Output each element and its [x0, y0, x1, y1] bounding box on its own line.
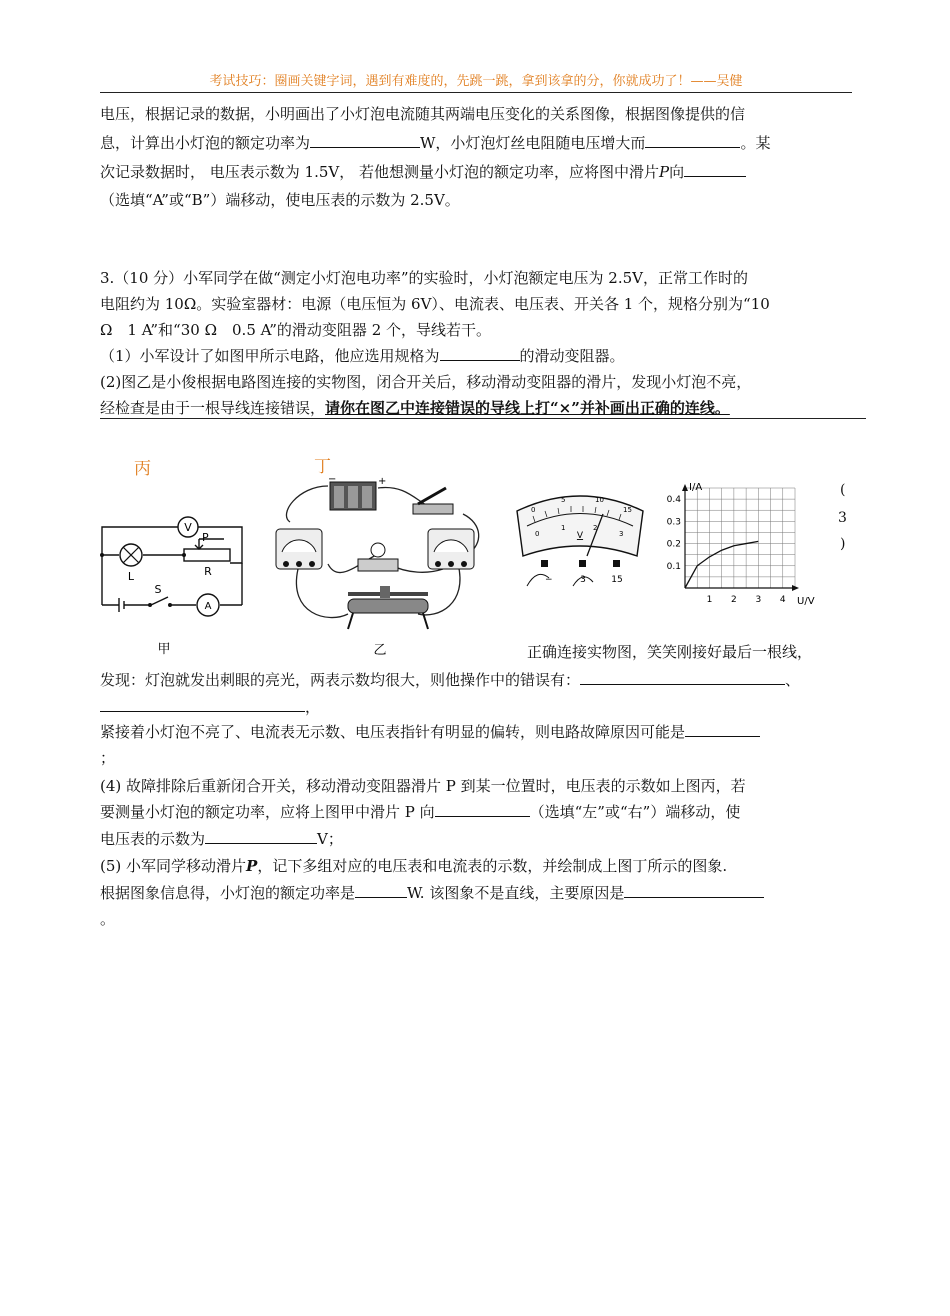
caption-jia: 甲: [157, 642, 171, 657]
label-s: S: [154, 583, 162, 596]
y-tick-label: 0.1: [666, 561, 681, 572]
x-tick-label: 3: [755, 595, 762, 605]
paren-num: 3: [838, 510, 847, 526]
answer-blank[interactable]: [645, 133, 740, 148]
y-tick-label: 0.4: [666, 495, 681, 506]
circuit-diagram-jia: [84, 505, 254, 665]
label-p: P: [202, 531, 209, 544]
svg-text:−: −: [328, 474, 337, 485]
q3-sub5-line2: 根据图象信息得，小灯泡的额定功率是 W. 该图象不是直线，主要原因是: [100, 883, 764, 903]
lamp-holder-icon: [358, 543, 398, 571]
q3-sub5-line1: (5) 小军同学移动滑片P，记下多组对应的电压表和电流表的示数，并绘制成上图丁所示的图象.: [100, 857, 728, 875]
x-tick-label: 1: [706, 595, 713, 605]
caption-bing: 丙: [134, 459, 151, 479]
label-v: V: [184, 521, 192, 534]
q3-sub4-line2: 要测量小灯泡的额定功率，应将上图甲中滑片 P 向 （选填“左”或“右”）端移动，使: [100, 803, 741, 821]
physical-circuit-yi: [268, 474, 493, 664]
label-r: R: [204, 565, 212, 578]
p1-line2: 息，计算出小灯泡的额定功率为 W，小灯泡灯丝电阻随电压增大而 。某: [100, 134, 771, 152]
svg-text:5: 5: [561, 496, 566, 504]
svg-text:15: 15: [623, 506, 632, 514]
rheostat-device-icon: [348, 586, 428, 629]
x-tick-label: 2: [731, 595, 737, 605]
label-a: A: [204, 601, 212, 612]
paren-open: (: [840, 482, 846, 498]
answer-blank[interactable]: [440, 346, 520, 361]
q3-cont-line2: 发现：灯泡就发出刺眼的亮光，两表示数均很大，则他操作中的错误有： 、: [100, 671, 801, 689]
answer-blank[interactable]: [310, 133, 420, 148]
y-tick-label: 0.3: [666, 517, 681, 528]
y-tick-label: 0.2: [666, 539, 681, 550]
answer-blank[interactable]: [205, 829, 317, 844]
label-l: L: [127, 570, 135, 583]
q3-cont-line1: 正确连接实物图，笑笑刚接好最后一根线，: [527, 643, 813, 661]
voltmeter-device-icon: [428, 529, 474, 569]
p1-line1: 电压，根据记录的数据，小明画出了小灯泡电流随其两端电压变化的关系图像，根据图像提供的信: [100, 105, 746, 123]
p1-line4: （选填“A”或“B”）端移动，使电压表的示数为 2.5V。: [100, 191, 460, 209]
y-axis-label: I/A: [689, 482, 703, 493]
battery-pack-icon: [328, 474, 386, 510]
q3-line1: 3.（10 分）小军同学在做“测定小灯泡电功率”的实验时，小灯泡额定电压为 2.5V，正常工作时的: [100, 269, 748, 287]
q3-line2: 电阻约为 10Ω。实验室器材：电源（电压恒为 6V）、电流表、电压表、开关各 1 个，规格分别为“10: [100, 295, 770, 313]
q3-sub5-line3: 。: [100, 910, 116, 928]
page-header: 考试技巧：圈画关键字词，遇到有难度的，先跳一跳，拿到该拿的分，你就成功了！——吴健: [100, 70, 852, 93]
ammeter-device-icon: [276, 529, 322, 569]
q3-cont-line3: ，: [100, 697, 320, 717]
svg-text:+: +: [378, 476, 387, 487]
svg-text:0: 0: [531, 506, 536, 514]
caption-yi: 乙: [373, 643, 387, 658]
q3-sub2b: 经检查是由于一根导线连接错误，请你在图乙中连接错误的导线上打“×”并补画出正确的连线。: [100, 398, 866, 419]
x-axis-label: U/V: [797, 596, 815, 607]
iu-chart: [655, 478, 825, 608]
voltmeter-dial-bing: [507, 486, 653, 596]
svg-text:15: 15: [611, 575, 623, 585]
svg-text:0: 0: [535, 530, 540, 538]
paren-close: ): [840, 536, 846, 552]
q3-cont-line5: ；: [100, 749, 116, 767]
x-tick-label: 4: [779, 595, 786, 605]
answer-blank[interactable]: [624, 883, 764, 898]
answer-blank[interactable]: [355, 883, 407, 898]
svg-text:10: 10: [595, 496, 604, 504]
q3-sub1: （1）小军设计了如图甲所示电路，他应选用规格为 的滑动变阻器。: [100, 347, 625, 365]
svg-text:−: −: [545, 575, 553, 585]
svg-text:1: 1: [561, 524, 566, 532]
q3-sub4-line1: (4) 故障排除后重新闭合开关，移动滑动变阻器滑片 P 到某一位置时，电压表的示数如上图丙，若: [100, 777, 746, 795]
answer-blank[interactable]: [580, 670, 785, 685]
answer-blank[interactable]: [684, 162, 746, 177]
svg-text:3: 3: [619, 530, 624, 538]
rheostat-symbol: [184, 549, 230, 561]
p1-line3: 次记录数据时， 电压表示数为 1.5V， 若他想测量小灯泡的额定功率，应将图中滑片P向: [100, 162, 746, 182]
q3-line3: Ω 1 A”和“30 Ω 0.5 A”的滑动变阻器 2 个，导线若干。: [100, 321, 492, 339]
svg-text:2: 2: [593, 524, 598, 532]
caption-ding: 丁: [314, 457, 331, 477]
q3-sub2: (2)图乙是小俊根据电路图连接的实物图，闭合开关后，移动滑动变阻器的滑片，发现小灯泡不亮，: [100, 373, 752, 391]
q3-sub4-line3: 电压表的示数为 V；: [100, 830, 343, 848]
answer-blank[interactable]: [435, 802, 530, 817]
meter-unit: V: [576, 531, 584, 541]
answer-blank[interactable]: [685, 722, 760, 737]
q3-cont-line4: 紧接着小灯泡不亮了、电流表无示数、电压表指针有明显的偏转，则电路故障原因可能是: [100, 722, 760, 742]
svg-text:3: 3: [580, 575, 586, 585]
answer-blank[interactable]: [100, 697, 305, 712]
